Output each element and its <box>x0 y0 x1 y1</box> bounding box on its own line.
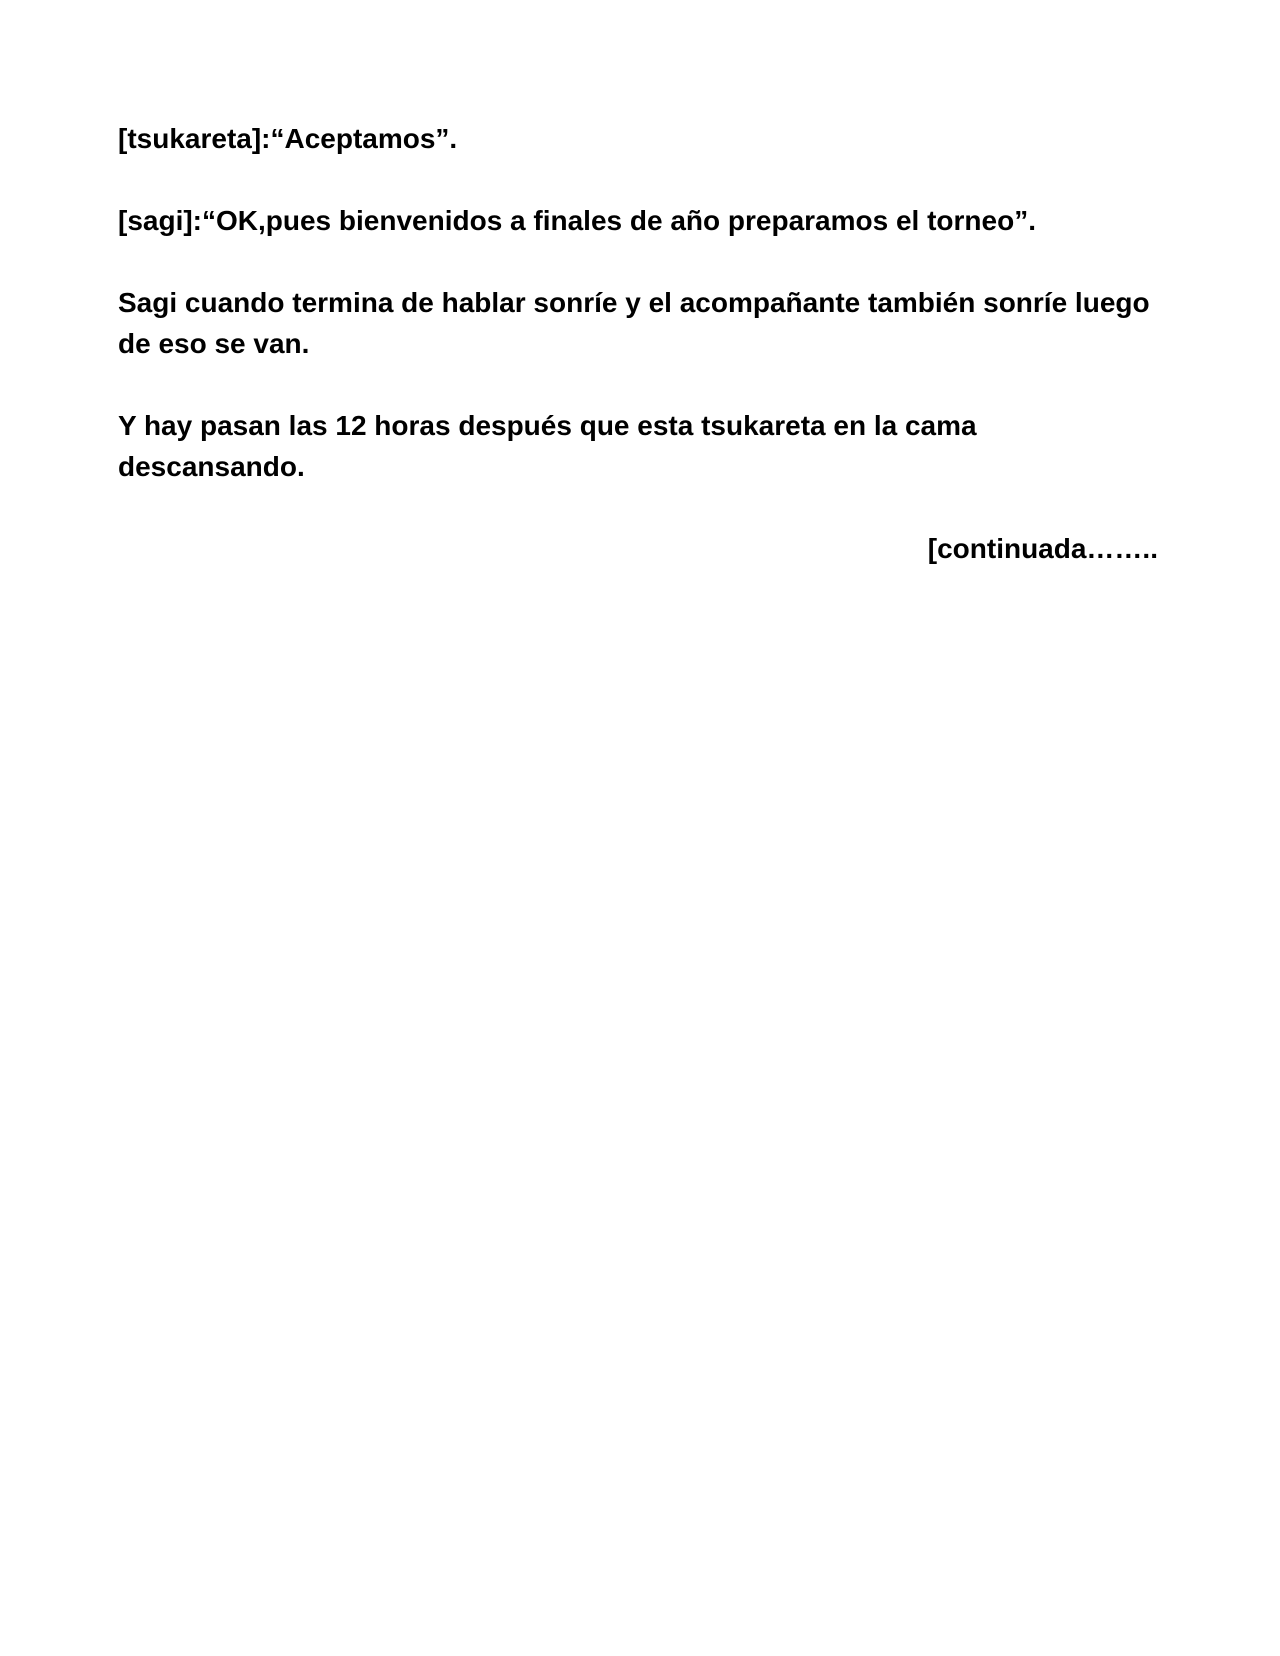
closing-continued: [continuada…….. <box>927 533 1158 564</box>
paragraph-narration-rest: Y hay pasan las 12 horas después que esta tsukareta en la cama descansando. <box>118 410 985 482</box>
document-body <box>118 118 1158 610</box>
paragraph-tsukareta-dialogue: [tsukareta]:“Aceptamos”. <box>118 123 458 154</box>
paragraph-narration-smile: Sagi cuando termina de hablar sonríe y el acompañante también sonríe luego de eso se van. <box>118 287 1158 359</box>
paragraph-sagi-dialogue: [sagi]:“OK,pues bienvenidos a finales de año preparamos el torneo”. <box>118 205 1036 236</box>
